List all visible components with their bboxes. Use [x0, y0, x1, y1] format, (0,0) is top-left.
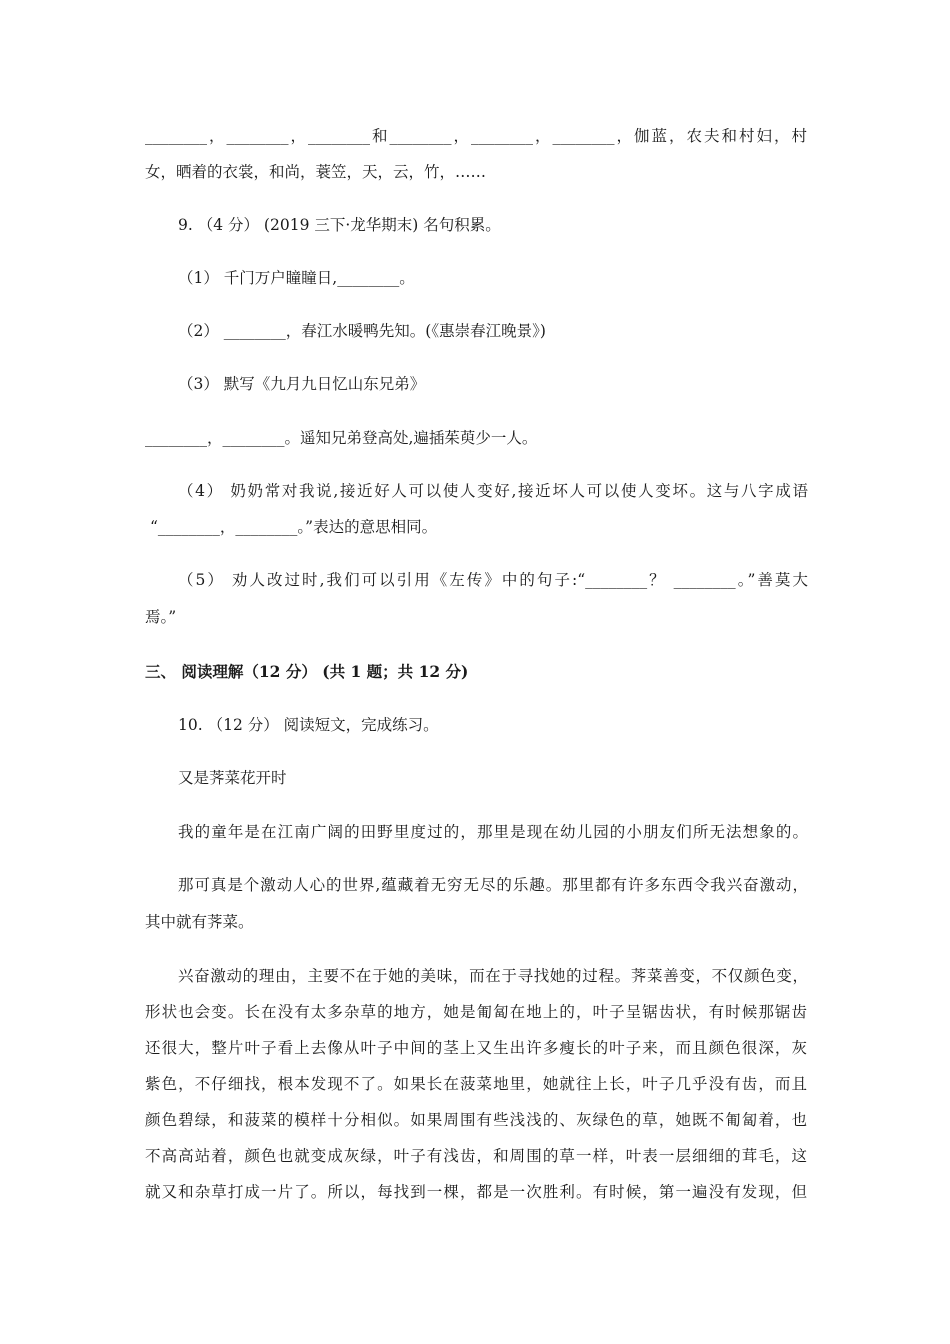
question-9-item-4-cont: “________，________。”表达的意思相同。	[150, 518, 438, 536]
article-paragraph-cont: 颜色碧绿，和菠菜的模样十分相似。如果周围有些浅浅的、灰绿色的草，她既不匍匐着，也	[145, 1111, 807, 1129]
article-paragraph-cont: 不高高站着，颜色也就变成灰绿，叶子有浅齿，和周围的草一样，叶表一层细细的茸毛，这	[145, 1147, 807, 1165]
article-paragraph: 我的童年是在江南广阔的田野里度过的，那里是现在幼儿园的小朋友们所无法想象的。	[178, 823, 808, 841]
question-9-item-5-cont: 焉。”	[145, 608, 177, 626]
article-paragraph-cont: 其中就有荠菜。	[145, 913, 254, 931]
question-9-header: 9. （4 分） (2019 三下·龙华期末) 名句积累。	[178, 216, 501, 234]
section-3-heading: 三、 阅读理解（12 分） (共 1 题；共 12 分)	[145, 662, 469, 681]
article-paragraph-cont: 紫色，不仔细找，根本发现不了。如果长在菠菜地里，她就往上长，叶子几乎没有齿，而且	[145, 1075, 807, 1093]
question-9-item-2: （2） ________，春江水暖鸭先知。(《惠崇春江晚景》)	[178, 322, 546, 340]
question-9-item-5: （5） 劝人改过时,我们可以引用《左传》中的句子:“________？ ________。”善莫大	[178, 571, 808, 589]
article-paragraph-cont: 形状也会变。长在没有太多杂草的地方，她是匍匐在地上的，叶子呈锯齿状，有时候那锯齿	[145, 1003, 807, 1021]
article-paragraph: 兴奋激动的理由，主要不在于她的美味，而在于寻找她的过程。荠菜善变，不仅颜色变，	[178, 967, 808, 985]
text-line: ________，________，________和________，________，________，伽蓝，农夫和村妇，村	[145, 127, 807, 145]
question-10-header: 10. （12 分） 阅读短文，完成练习。	[178, 716, 439, 734]
article-paragraph-cont: 就又和杂草打成一片了。所以，每找到一棵，都是一次胜利。有时候，第一遍没有发现，但	[145, 1183, 807, 1201]
article-title: 又是荠菜花开时	[178, 769, 287, 787]
question-9-item-1: （1） 千门万户瞳瞳日,________。	[178, 269, 415, 287]
article-paragraph: 那可真是个激动人心的世界,蕴藏着无穷无尽的乐趣。那里都有许多东西令我兴奋激动，	[178, 876, 808, 894]
question-9-item-4: （4） 奶奶常对我说,接近好人可以使人变好,接近坏人可以使人变坏。这与八字成语	[178, 482, 808, 500]
text-line: 女，晒着的衣裳，和尚，蓑笠，天，云，竹，……	[145, 163, 487, 181]
article-paragraph-cont: 还很大，整片叶子看上去像从叶子中间的茎上又生出许多瘦长的叶子来，而且颜色很深，灰	[145, 1039, 807, 1057]
question-9-item-3-body: ________，________。遥知兄弟登高处,遍插茱萸少一人。	[145, 429, 538, 447]
question-9-item-3: （3） 默写《九月九日忆山东兄弟》	[178, 375, 426, 393]
